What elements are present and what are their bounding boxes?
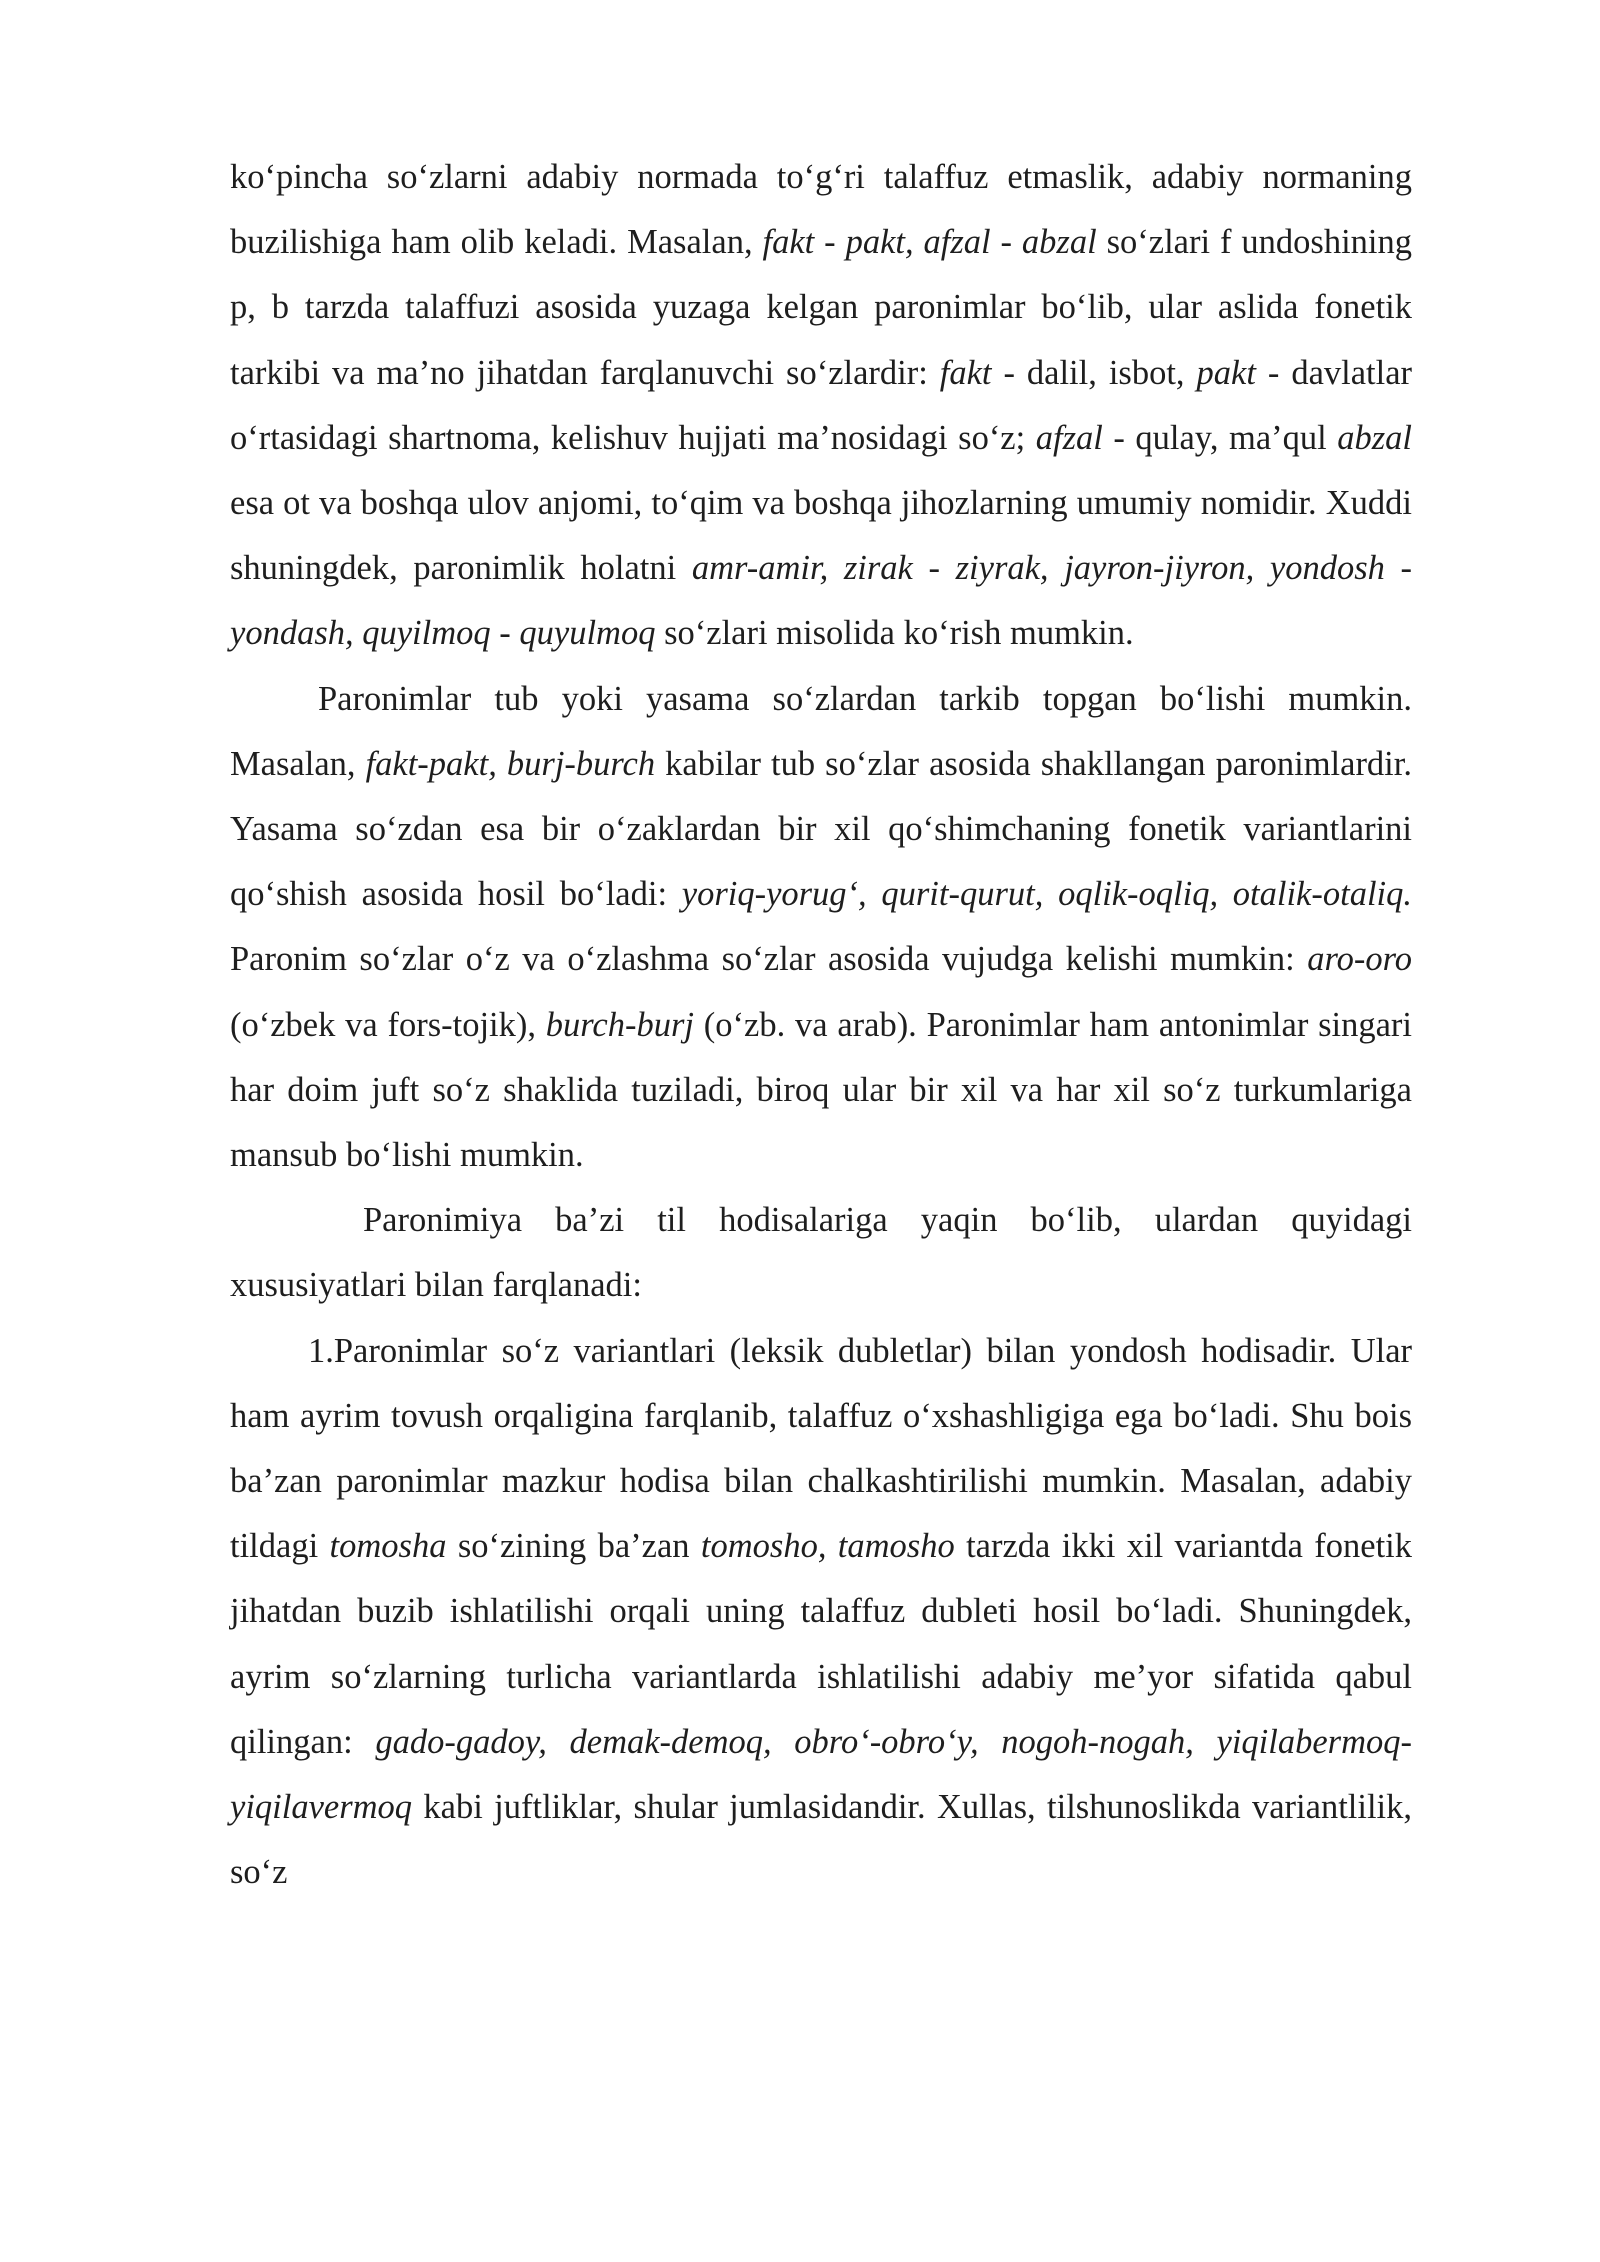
text-run: Paronimlar tub yoki yasama so‘zlardan tarkib topgan bo‘lishi mumkin. Masalan,: [230, 679, 1412, 783]
text-run: Paronim so‘zlar o‘z va o‘zlashma so‘zlar asosida vujudga kelishi mumkin:: [230, 940, 1308, 979]
document-page: [230, 145, 1412, 1905]
italic-term: abzal: [1337, 418, 1412, 457]
paragraph-4: [230, 1319, 1412, 1906]
text-run: - dalil, isbot,: [991, 353, 1197, 392]
italic-term: amr-amir, zirak - ziyrak, jayron-jiyron, yondosh - yondash, quyilmoq: [230, 549, 1412, 653]
text-run: -: [490, 614, 520, 653]
italic-term: yoriq-yorug‘, qurit-qurut, oqlik-oqliq, otalik-otaliq.: [681, 875, 1412, 914]
italic-term: burch-burj: [545, 1005, 694, 1044]
italic-term: aro-oro: [1307, 940, 1412, 979]
text-run: kabi juftliklar, shular jumlasidandir. Xullas, tilshunoslikda variantlilik, so‘z: [230, 1788, 1412, 1892]
text-run: (o‘zb. va arab). Paronimlar ham antonimlar singari har doim juft so‘z shaklida tuziladi, biroq ular bir xil va har xil so‘z turkumlariga mansub bo‘lishi mumkin.: [230, 1005, 1412, 1175]
text-run: esa ot va boshqa ulov anjomi, to‘qim va boshqa jihozlarning umumiy nomidir. Xuddi shuningdek, paronimlik holatni: [230, 484, 1412, 588]
text-run: tarzda ikki xil variantda fonetik jihatdan buzib ishlatilishi orqali uning talaffuz dubleti hosil bo‘ladi. Shuningdek, ayrim so‘zlarning turlicha variantlarda ishlatilishi adabiy me’yor sifatida qabul qilingan:: [230, 1527, 1412, 1761]
italic-term: tomosha: [329, 1527, 447, 1566]
text-run: kabilar tub so‘zlar asosida shakllangan paronimlardir. Yasama so‘zdan esa bir o‘zaklardan bir xil qo‘shimchaning fonetik variantlarini qo‘shish asosida hosil bo‘ladi:: [230, 744, 1412, 914]
text-run: so‘zining ba’zan: [446, 1527, 701, 1566]
italic-term: tomosho, tamosho: [700, 1527, 955, 1566]
text-run: 1.Paronimlar so‘z variantlari (leksik dubletlar) bilan yondosh hodisadir. Ular ham ayrim tovush orqaligina farqlanib, talaffuz o‘xshashligiga ega bo‘ladi. Shu bois ba’zan paronimlar mazkur hodisa bilan chalkashtirilishi mumkin. Masalan, adabiy tildagi: [230, 1331, 1412, 1566]
text-run: so‘zlari misolida ko‘rish mumkin.: [655, 614, 1134, 653]
italic-term: fakt-pakt, burj-burch: [365, 744, 656, 783]
italic-term: quyulmoq: [519, 614, 656, 653]
paragraph-3: [230, 1188, 1412, 1318]
text-run: so‘zlari f undoshining p, b tarzda talaffuzi asosida yuzaga kelgan paronimlar bo‘lib, ular aslida fonetik tarkibi va ma’no jihatdan farqlanuvchi so‘zlardir:: [230, 223, 1412, 392]
italic-term: afzal: [1035, 418, 1103, 457]
italic-term: pakt: [1196, 353, 1256, 392]
italic-term: fakt: [939, 353, 992, 392]
paragraph-1: [230, 145, 1412, 667]
italic-term: fakt - pakt, afzal - abzal: [762, 223, 1097, 262]
paragraph-2: [230, 667, 1412, 1189]
text-run: (o‘zbek va fors-tojik),: [230, 1005, 546, 1044]
text-run: ko‘pincha so‘zlarni adabiy normada to‘g‘ri talaffuz etmaslik, adabiy normaning buzilishiga ham olib keladi. Masalan,: [230, 158, 1412, 262]
text-run: - davlatlar o‘rtasidagi shartnoma, kelishuv hujjati ma’nosidagi so‘z;: [230, 353, 1412, 457]
italic-term: gado-gadoy, demak-demoq, obro‘-obro‘y, nogoh-nogah, yiqilabermoq-yiqilavermoq: [230, 1722, 1412, 1827]
text-run: Paronimiya ba’zi til hodisalariga yaqin bo‘lib, ulardan quyidagi xususiyatlari bilan farqlanadi:: [230, 1201, 1412, 1305]
text-run: - qulay, ma’qul: [1102, 418, 1338, 457]
